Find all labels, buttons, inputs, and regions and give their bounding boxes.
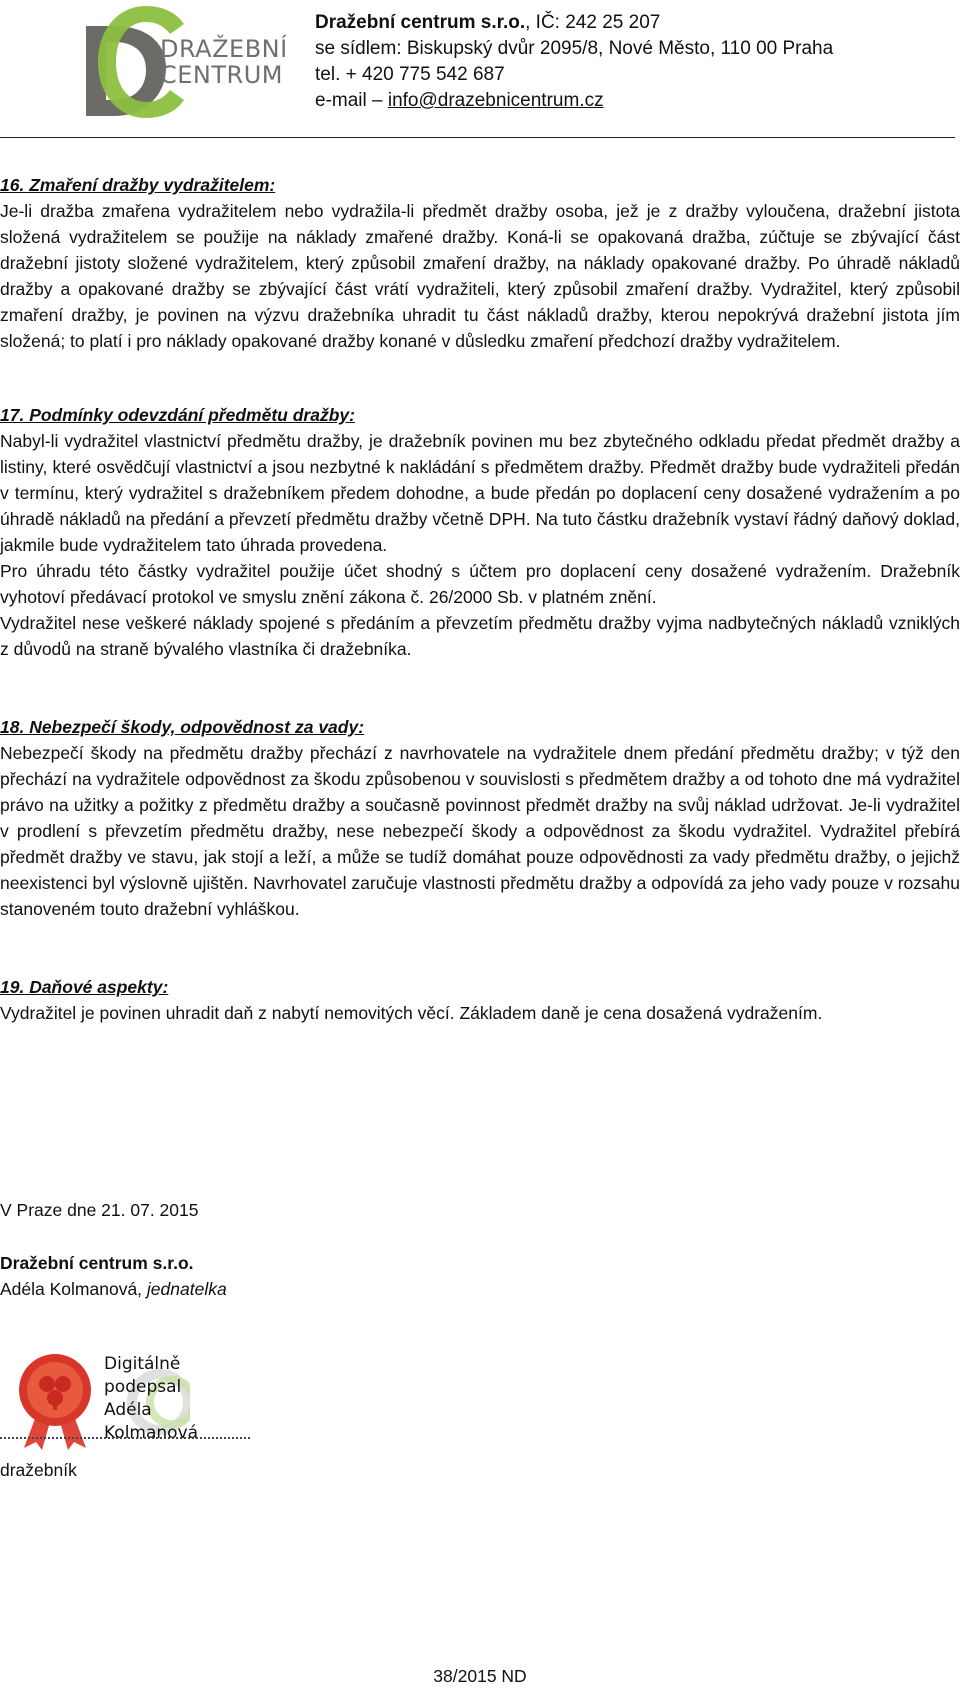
section-17 [0,402,960,662]
section-title: 17. Podmínky odevzdání předmětu dražby: [0,405,355,425]
section-paragraph: Vydražitel je povinen uhradit daň z nabytí nemovitých věcí. Základem daně je cena dosažená vydražením. [0,1003,823,1023]
email-link[interactable]: info@drazebnicentrum.cz [387,90,604,111]
section-paragraph: Je-li dražba zmařena vydražitelem nebo vydražila-li předmět dražby osoba, jež je z dražby vyloučena, dražební jistota složená vydražitelem se použije na náklady zmařené dražby. Koná-li se opakovaná dražba, zúčtuje se zbývající část dražební jistoty složené vydražitelem, který způsobil zmaření dražby, na náklady opakované dražby. Po úhradě nákladů dražby a opakované dražby se zbývající část vrátí vydražiteli, který způsobil zmaření dražby. Vydražitel, který způsobil zmaření dražby, je povinen na výzvu dražebníka uhradit tu část nákladů dražby, kterou nepokrývá dražební jistota jím složená; to platí i pro náklady opakované dražby konané v důsledku zmaření předchozí dražby vydražitelem. [0,201,960,351]
logo-wordmark [160,36,288,88]
company-contact [315,10,833,114]
company-phone: tel. + 420 775 542 687 [315,64,505,85]
digital-sig-line: Kolmanová [104,1423,199,1443]
section-title: 16. Zmaření dražby vydražitelem: [0,175,276,195]
company-id: , IČ: 242 25 207 [525,12,661,33]
logo-text-line2: CENTRUM [160,61,283,89]
signature-company: Dražební centrum s.r.o. [0,1253,194,1273]
company-name-line [315,10,833,36]
header-divider [0,137,955,138]
section-paragraph: Nabyl-li vydražitel vlastnictví předmětu dražby, je dražebník povinen mu bez zbytečného odkladu předat předmět dražby a listiny, které osvědčují vlastnictví a jsou nezbytné k nakládání s předmětem dražby. Předmět dražby bude vydražiteli předán v termínu, který vydražitel s dražebníkem předem dohodne, a bude předán po doplacení ceny dosažené vydražením a po úhradě nákladů na předání a převzetí předmětu dražby včetně DPH. Na tuto částku dražebník vystaví řádný daňový doklad, jakmile bude vydražitelem tato úhrada provedena. [0,431,960,555]
section-16 [0,172,960,354]
digital-sig-line: podepsal [104,1377,182,1397]
signature-date: V Praze dne 21. 07. 2015 [0,1200,199,1220]
section-title: 19. Daňové aspekty: [0,977,169,997]
signature-person [0,1279,227,1300]
company-name: Dražební centrum s.r.o. [315,12,526,33]
logo-text-line1: DRAŽEBNÍ [160,35,288,63]
digital-signature-text [104,1353,198,1445]
section-paragraph: Nebezpečí škody na předmětu dražby přechází z navrhovatele na vydražitele dnem předání předmětu dražby; v týž den přechází na vydražitele odpovědnost za škodu způsobenou v souvislosti s předmětem dražby a od tohoto dne má vydražitel právo na užitky a požitky z předmětu dražby a současně povinnost předmět dražby na svůj náklad udržovat. Je-li vydražitel v prodlení s převzetím předmětu dražby, nese nebezpečí škody a odpovědnost za škodu vydražitel. Vydražitel přebírá předmět dražby ve stavu, jak stojí a leží, a může se tudíž domáhat pouze odpovědnosti za vady předmětu dražby, o jejichž neexistenci byl výslovně ujištěn. Navrhovatel zaručuje vlastnosti předmětu dražby a odpovídá za jeho vady pouze v rozsahu stanoveném touto dražební vyhláškou. [0,743,960,919]
section-paragraph: Vydražitel nese veškeré náklady spojené s předáním a převzetím předmětu dražby vyjma nadbytečných nákladů vzniklých z důvodů na straně bývalého vlastníka či dražebníka. [0,613,960,659]
digital-sig-line: Digitálně [104,1354,181,1374]
digital-sig-line: Adéla [104,1400,152,1420]
signature-line [0,1437,250,1439]
company-address: se sídlem: Biskupský dvůr 2095/8, Nové Město, 110 00 Praha [315,38,834,59]
section-title: 18. Nebezpečí škody, odpovědnost za vady: [0,717,365,737]
section-19 [0,974,960,1026]
document-body [0,172,960,1026]
auctioneer-label: dražebník [0,1460,77,1480]
signatory-name: Adéla Kolmanová, [0,1279,147,1299]
section-18 [0,714,960,922]
company-email-line [315,88,833,114]
signatory-role: jednatelka [146,1279,227,1299]
document-number: 38/2015 ND [433,1666,527,1686]
section-paragraph: Pro úhradu této částky vydražitel použije účet shodný s účtem pro doplacení ceny dosažené vydražením. Dražebník vyhotoví předávací protokol ve smyslu znění zákona č. 26/2000 Sb. v platném znění. [0,561,960,607]
email-label: e-mail – [315,90,388,111]
company-logo [84,6,288,118]
letterhead [0,0,960,140]
